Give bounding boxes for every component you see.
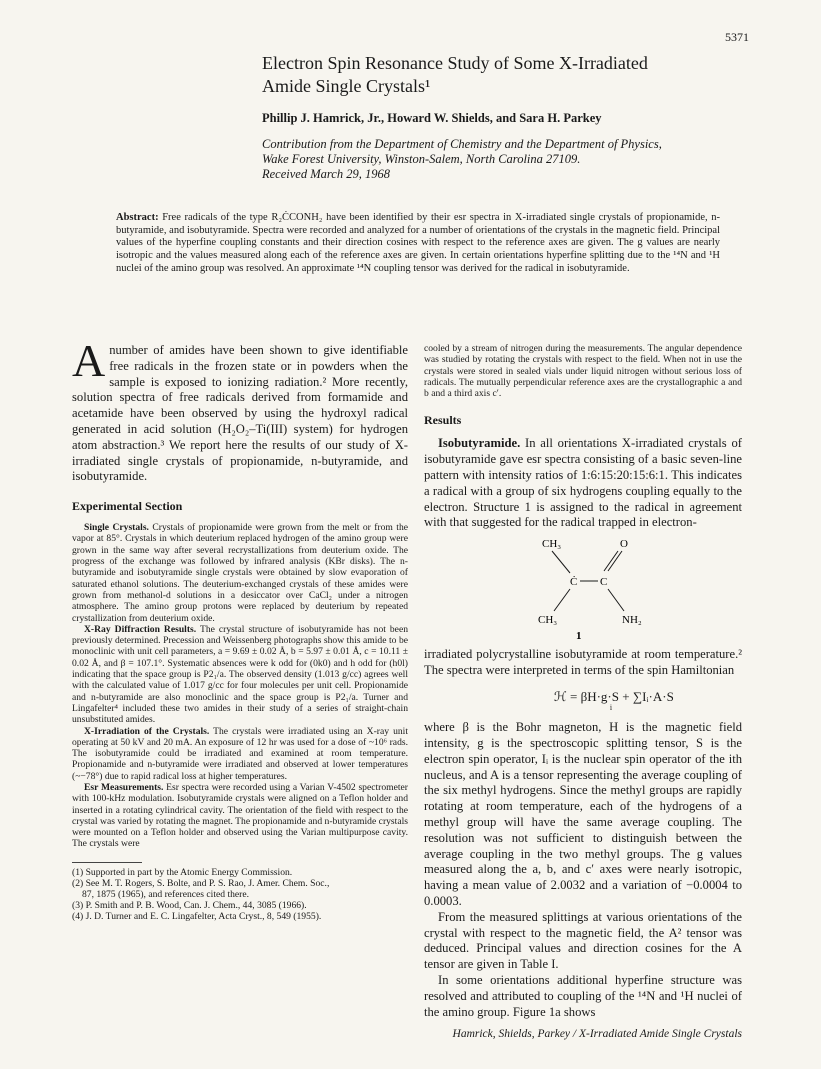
footnotes	[72, 867, 408, 922]
page-number: 5371	[725, 30, 749, 44]
abstract	[116, 212, 720, 276]
section-heading-results: Results	[424, 413, 462, 428]
abstract-text: Free radicals of the type R₂ĊCONH₂ have been identified by their esr spectra in X-irradiated single crystals of propionamide, n-butyramide, and isobutyramide. Spectra were recorded and analyzed for a number of orientations of the crystals in the magnetic field. Principal values of the hyperfine coupling constants and their direction cosines with respect to the reference axes are given. The g values are nearly isotropic and the values measured along each of the reference axes are given. In certain orientations hyperfine splitting due to the ¹⁴N and ¹H nuclei of the amino group was resolved. An approximate ¹⁴N coupling tensor was derived for the radical in isobutyramide.	[116, 212, 720, 274]
footnote-rule	[72, 862, 142, 863]
abstract-label: Abstract:	[116, 212, 159, 223]
paragraph-text: In some orientations additional hyperfine structure was resolved and attributed to coupling of the ¹⁴N and ¹H nuclei of the amino group. Figure 1a shows	[424, 973, 742, 1019]
paragraph-xray-diffraction	[72, 624, 408, 726]
footnote: (1) Supported in part by the Atomic Energy Commission.	[72, 866, 293, 878]
structure-amino: NH₂	[622, 614, 642, 627]
paragraph-text: where β is the Bohr magneton, H is the magnetic field intensity, g is the spectroscopic splitting tensor, S is the electron spin operator, Iᵢ is the nuclear spin operator of the ith nucleus, and A is a tensor representing the average coupling of the six methyl hydrogens. Since the methyl groups are rapidly rotating at room temperature, each of the hydrogens of a methyl group will have the same average coupling. The resolution was not sufficient to distinguish between the average coupling in the two methyl groups. The g values measured along the a, b, and c′ axes were nearly isotropic, having a mean value of 2.0032 and a variation of −0.0004 to 0.0003.	[424, 720, 742, 909]
introduction	[72, 335, 408, 485]
structure-ch3-top: CH₃	[542, 538, 562, 551]
section-heading-experimental: Experimental Section	[72, 499, 183, 514]
footnote: (3) P. Smith and P. B. Wood, Can. J. Chem., 44, 3085 (1966).	[72, 899, 307, 911]
affiliation-line: Wake Forest University, Winston-Salem, North Carolina 27109.	[262, 152, 581, 166]
structure-oxygen: O	[620, 538, 628, 551]
paragraph-single-crystals	[72, 522, 408, 624]
paragraph-text: irradiated polycrystalline isobutyramide at room temperature.² The spectra were interpreted in terms of the spin Hamiltonian	[424, 647, 742, 678]
affiliation-line: Contribution from the Department of Chemistry and the Department of Physics,	[262, 137, 662, 151]
paragraph-isobutyramide	[424, 436, 742, 531]
received-date: Received March 29, 1968	[262, 167, 390, 181]
runin-heading: Single Crystals.	[84, 522, 149, 534]
structure-carbonyl-carbon: C	[600, 576, 608, 589]
runin-heading: X-Ray Diffraction Results.	[84, 623, 197, 635]
footnote: (2) See M. T. Rogers, S. Bolte, and P. S. Rao, J. Amer. Chem. Soc.,	[72, 877, 330, 889]
runin-heading: X-Irradiation of the Crystals.	[84, 725, 210, 737]
bond-line	[608, 589, 624, 611]
experimental-section	[72, 522, 408, 850]
article-title	[262, 52, 752, 98]
paragraph-text: Crystals of propionamide were grown from the melt or from the vapor at 85°. Crystals in which deuterium replaced hydrogen of the amino group were grown in the same way after several recrystallizations from deuterium oxide. The progress of the exchange was followed by infrared analysis (KBr disks). The n-butyramide and isobutyramide single crystals were obtained by slow evaporation of saturated ethanol solutions. The deuterium-exchanged crystals of these amides were grown from methanol-d solutions in a desiccator over CaCl₂ under a nitrogen atmosphere. The amino group protons were replaced by deuterium by repeated crystallization from deuterium oxide.	[72, 522, 408, 624]
runin-heading: Esr Measurements.	[84, 782, 164, 793]
paragraph-text: Esr spectra were recorded using a Varian V-4502 spectrometer with 100-kHz modulation. Isobutyramide crystals were aligned on a Teflon holder and inserted in a rotating cylindrical cavity. The orientation of the field with respect to the crystal was varied by rotating the magnet. The propionamide and n-butyramide crystals were mounted on a Teflon holder and observed using the Varian multipurpose cavity. The crystals were	[72, 782, 408, 850]
paragraph-xray-irradiation	[72, 726, 408, 782]
running-footer: Hamrick, Shields, Parkey / X-Irradiated Amide Single Crystals	[452, 1028, 742, 1040]
paragraph-text: The crystals were irradiated using an X-ray unit operating at 50 kV and 20 mA. An exposure of 12 hr was used for a dose of ~10⁶ rads. The isobutyramide could be irradiated and examined at room temperature. Propionamide and n-butyramide were irradiated and observed at lower temperatures (~−78°) due to rapid radical loss at higher temperatures.	[72, 725, 408, 782]
paragraph-text: cooled by a stream of nitrogen during the measurements. The angular dependence was studied by rotating the crystals with respect to the field. When not in use the crystals were stored in sealed vials under liquid nitrogen without serious loss of radicals. The mutually perpendicular reference axes are the crystallographic a and b and a third axis c′.	[424, 343, 742, 400]
equation-index: i	[609, 703, 613, 713]
structure-ch3-bottom: CH₃	[538, 614, 558, 627]
structure-1-diagram	[424, 533, 742, 643]
title-line-1: Electron Spin Resonance Study of Some X-Irradiated	[262, 53, 648, 73]
structure-number: 1	[576, 630, 582, 643]
author-list: Phillip J. Hamrick, Jr., Howard W. Shields, and Sara H. Parkey	[262, 111, 602, 125]
spin-hamiltonian-equation	[424, 688, 742, 713]
footnote: 87, 1875 (1965), and references cited there.	[82, 888, 250, 900]
runin-heading: Isobutyramide.	[438, 436, 521, 451]
paragraph-text: The crystal structure of isobutyramide has not been previously determined. Precession and Weissenberg photographs show this amide to be monoclinic with unit cell parameters, a = 9.69 ± 0.02 Å, b = 5.97 ± 0.01 Å, c = 10.11 ± 0.02 Å, and β = 107.1°. Systematic absences were k odd for (0k0) and h odd for (h0l) indicating that the space group is P2₁/a. The observed density (1.013 g/cc) agrees well with the calculated value of 1.017 g/cc for four molecules per unit cell. Propionamide and n-butyramide are also monoclinic and the space group is P2₁/a. Turner and Lingafelter⁴ included these two amides in their study of a series of straight-chain unsubstituted amides.	[72, 623, 408, 726]
affiliation	[262, 137, 732, 182]
bond-line	[608, 551, 622, 571]
results-section	[424, 436, 742, 1020]
bond-line	[554, 589, 570, 611]
left-column	[72, 335, 408, 922]
paragraph-text: In all orientations X-irradiated crystals of isobutyramide gave esr spectra consisting of a basic seven-line pattern with intensity ratios of 1:6:15:20:15:6:1. This indicates a radical with a group of six hydrogens coupling equally to the electron. Structure 1 is assigned to the radical in agreement with that suggested for the radical trapped in electron-	[424, 436, 742, 530]
bond-line	[604, 551, 618, 571]
structure-radical-carbon: Ċ	[570, 576, 578, 589]
right-column	[424, 343, 742, 1020]
drop-cap: A	[72, 335, 106, 386]
title-line-2: Amide Single Crystals¹	[262, 76, 431, 96]
experimental-continued	[424, 343, 742, 399]
bond-line	[552, 551, 570, 573]
paragraph-text: From the measured splittings at various orientations of the crystal with respect to the magnetic field, the A² tensor was deduced. Principal values and direction cosines for the A tensor are given in Table I.	[424, 909, 742, 972]
intro-text: number of amides have been shown to give identifiable free radicals in the frozen state or in powders when the sample is exposed to ionizing radiation.² More recently, solution spectra of free radicals derived from formamide and acetamide have been observed by using the hydroxyl radical generated in acid solution (H₂O₂–Ti(III) system) for hydrogen atom abstraction.³ We report here the results of our study of X-irradiated single crystals of propionamide, n-butyramide, and isobutyramide.	[72, 343, 408, 484]
equation-text: ℋ = βH·g·S + ∑Iᵢ·A·S	[553, 688, 674, 704]
footnote: (4) J. D. Turner and E. C. Lingafelter, Acta Cryst., 8, 549 (1955).	[72, 910, 322, 922]
paragraph-esr-measurements	[72, 782, 408, 850]
